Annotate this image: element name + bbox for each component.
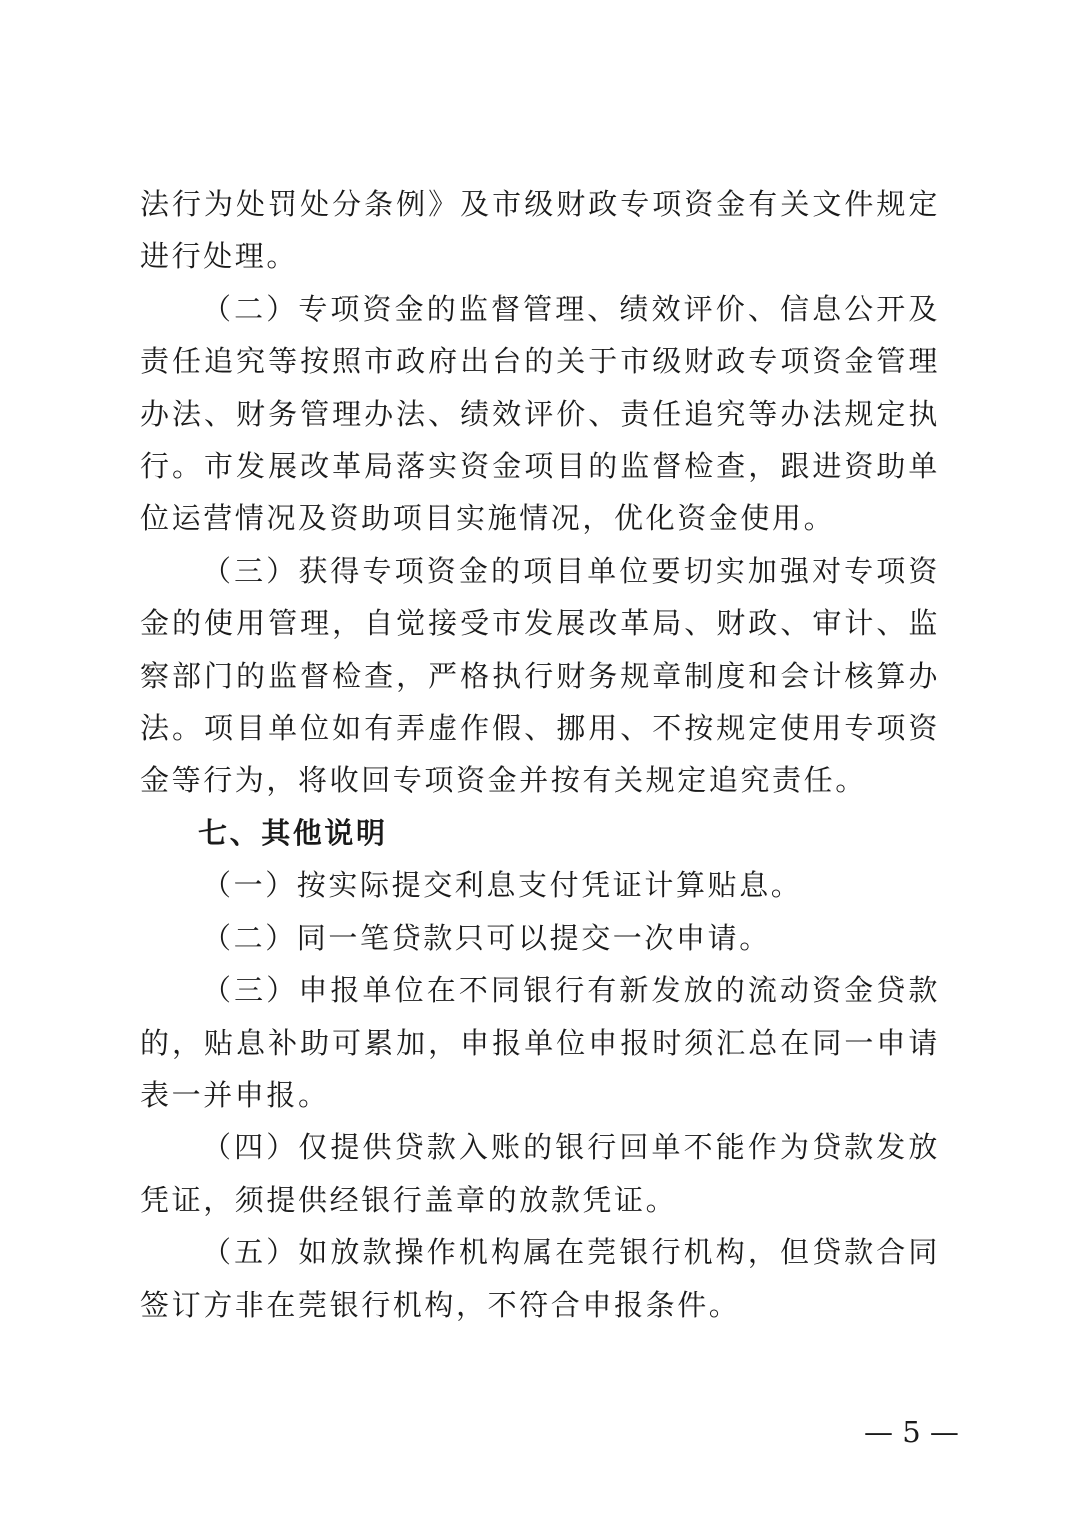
paragraph-note-5: （五）如放款操作机构属在莞银行机构，但贷款合同签订方非在莞银行机构，不符合申报条件。 xyxy=(140,1235,940,1322)
section-heading-other-notes: 七、其他说明 xyxy=(198,815,388,850)
paragraph-continuation: 法行为处罚处分条例》及市级财政专项资金有关文件规定进行处理。 xyxy=(140,187,940,274)
paragraph-note-4: （四）仅提供贷款入账的银行回单不能作为贷款发放凭证，须提供经银行盖章的放款凭证。 xyxy=(140,1130,940,1217)
paragraph-note-2: （二）同一笔贷款只可以提交一次申请。 xyxy=(202,920,771,955)
paragraph-note-3: （三）申报单位在不同银行有新发放的流动资金贷款的，贴息补助可累加，申报单位申报时须汇总在同一申请表一并申报。 xyxy=(140,973,940,1112)
document-body xyxy=(140,178,940,1331)
paragraph-clause-2: （二）专项资金的监督管理、绩效评价、信息公开及责任追究等按照市政府出台的关于市级财政专项资金管理办法、财务管理办法、绩效评价、责任追究等办法规定执行。市发展改革局落实资金项目的监督检查，跟进资助单位运营情况及资助项目实施情况，优化资金使用。 xyxy=(140,291,940,536)
paragraph-note-1: （一）按实际提交利息支付凭证计算贴息。 xyxy=(202,868,803,903)
paragraph-clause-3: （三）获得专项资金的项目单位要切实加强对专项资金的使用管理，自觉接受市发展改革局、财政、审计、监察部门的监督检查，严格执行财务规章制度和会计核算办法。项目单位如有弄虚作假、挪用、不按规定使用专项资金等行为，将收回专项资金并按有关规定追究责任。 xyxy=(140,553,940,798)
page-number: — 5 — xyxy=(864,1415,959,1449)
